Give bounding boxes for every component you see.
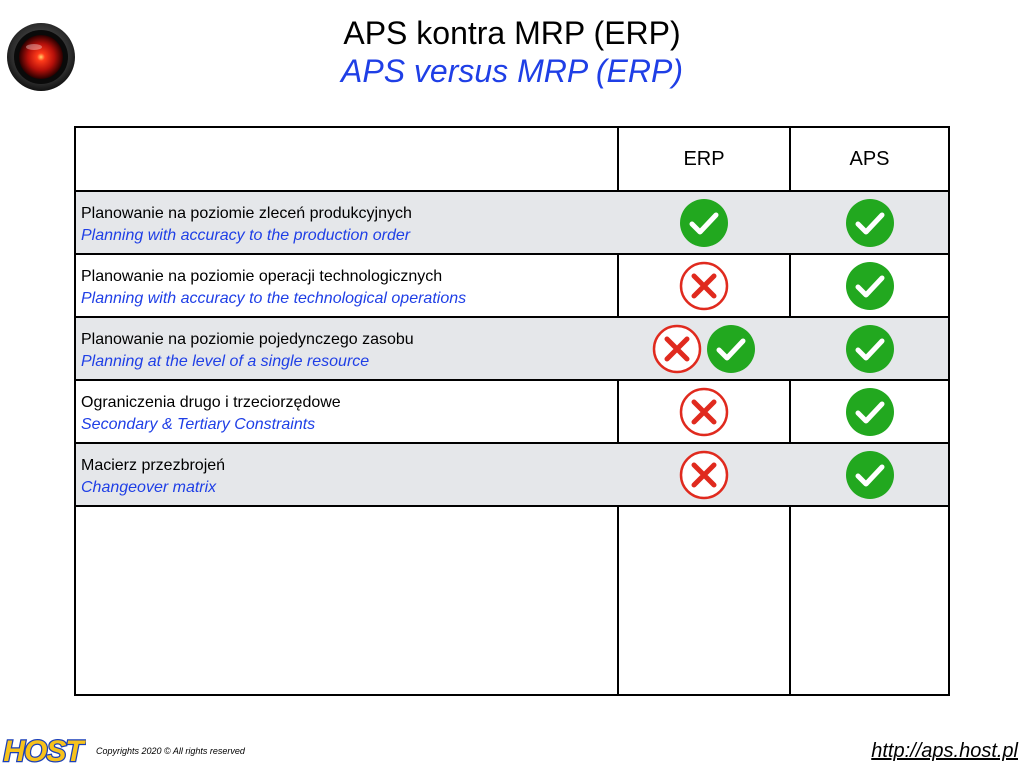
check-circle-icon xyxy=(679,198,729,248)
website-link[interactable]: http://aps.host.pl xyxy=(871,740,1018,762)
table-row xyxy=(76,255,948,318)
row-label xyxy=(81,392,611,436)
svg-text:HOST: HOST xyxy=(3,735,83,768)
row-label xyxy=(81,455,611,499)
comparison-table xyxy=(74,126,950,696)
check-circle-icon xyxy=(845,450,895,500)
row-label-english: Changeover matrix xyxy=(81,479,217,496)
column-header-aps: APS xyxy=(849,148,890,170)
column-header-erp: ERP xyxy=(683,148,725,170)
check-circle-icon xyxy=(845,324,895,374)
cross-circle-icon xyxy=(679,450,729,500)
row-label xyxy=(81,329,611,373)
table-row xyxy=(76,318,948,381)
check-circle-icon xyxy=(845,387,895,437)
cell-aps xyxy=(791,318,948,379)
table-row xyxy=(76,192,948,255)
row-label-english: Secondary & Tertiary Constraints xyxy=(81,416,316,433)
cross-circle-icon xyxy=(652,324,702,374)
cell-erp xyxy=(619,255,789,316)
title-english: APS versus MRP (ERP) xyxy=(341,53,683,89)
check-circle-icon xyxy=(845,261,895,311)
cross-circle-icon xyxy=(679,261,729,311)
copyright-text: Copyrights 2020 © All rights reserved xyxy=(96,746,245,756)
cross-circle-icon xyxy=(679,387,729,437)
row-label-polish: Macierz przezbrojeń xyxy=(81,457,226,474)
check-circle-icon xyxy=(845,198,895,248)
cell-erp xyxy=(619,192,789,253)
cell-erp xyxy=(619,444,789,505)
row-label-polish: Planowanie na poziomie operacji technologicznych xyxy=(81,268,443,285)
cell-aps xyxy=(791,444,948,505)
table-header-row xyxy=(76,128,948,192)
row-label-english: Planning with accuracy to the production order xyxy=(81,227,411,244)
row-label-polish: Ograniczenia drugo i trzeciorzędowe xyxy=(81,394,341,411)
slide-title xyxy=(0,14,1024,90)
table-row xyxy=(76,444,948,507)
row-label xyxy=(81,266,611,310)
row-label-polish: Planowanie na poziomie pojedynczego zasobu xyxy=(81,331,414,348)
cell-aps xyxy=(791,381,948,442)
cell-erp xyxy=(619,318,789,379)
row-label xyxy=(81,203,611,247)
row-label-english: Planning at the level of a single resource xyxy=(81,353,370,370)
cell-aps xyxy=(791,192,948,253)
row-label-polish: Planowanie na poziomie zleceń produkcyjnych xyxy=(81,205,412,222)
check-circle-icon xyxy=(706,324,756,374)
title-polish: APS kontra MRP (ERP) xyxy=(343,15,681,51)
table-row xyxy=(76,381,948,444)
row-label-english: Planning with accuracy to the technological operations xyxy=(81,290,467,307)
cell-erp xyxy=(619,381,789,442)
host-logo xyxy=(0,732,86,768)
cell-aps xyxy=(791,255,948,316)
